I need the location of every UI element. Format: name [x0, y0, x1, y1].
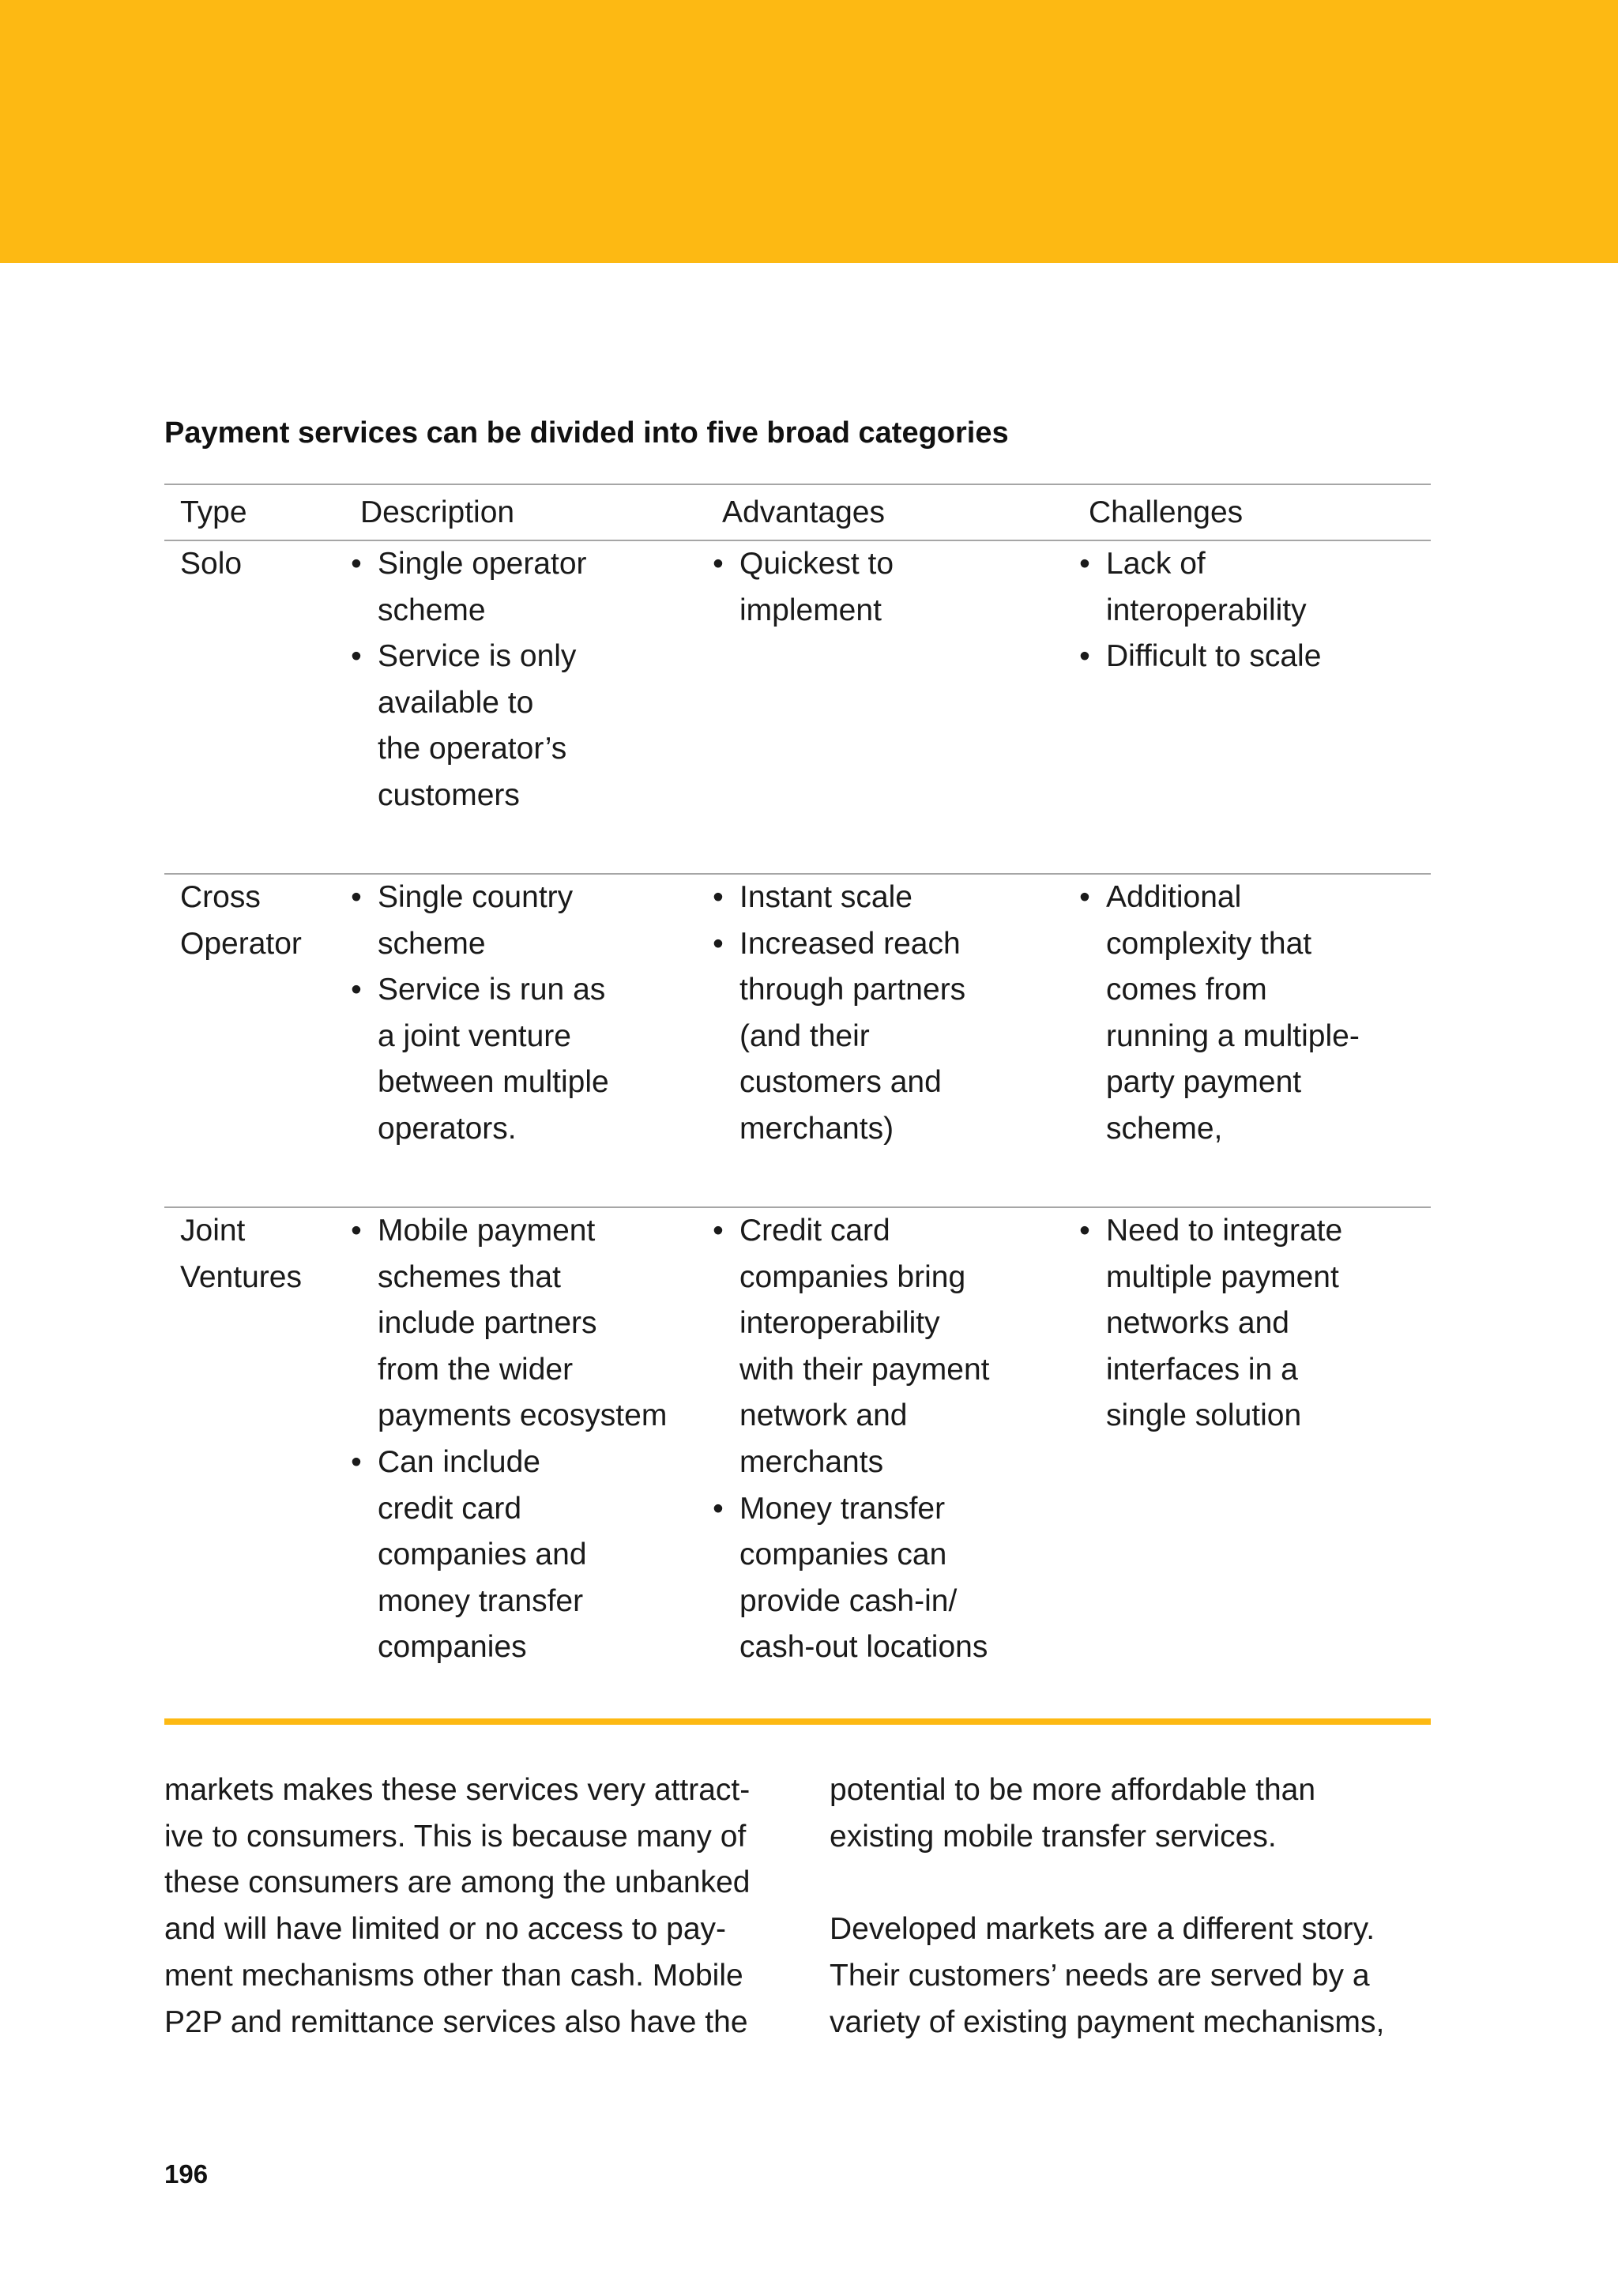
- table-cell-advantages: [706, 1207, 1073, 1722]
- table-header-row: [164, 484, 1431, 540]
- description-text-line: schemes that: [378, 1259, 561, 1294]
- challenges-bullet-item: [1106, 541, 1431, 634]
- body-text-line: and will have limited or no access to pay-: [164, 1912, 727, 1947]
- description-text-line: include partners: [378, 1306, 597, 1341]
- advantages-bullet-item: [739, 1486, 1073, 1671]
- description-text-line: companies and: [378, 1538, 587, 1572]
- table-cell-advantages: [706, 540, 1073, 874]
- type-label-line: Cross: [180, 880, 261, 914]
- challenges-text-line: comes from: [1106, 973, 1267, 1007]
- table-row: [164, 540, 1431, 874]
- body-text-line: existing mobile transfer services.: [830, 1819, 1277, 1854]
- type-label-line: Operator: [180, 926, 302, 961]
- description-text-line: Can include: [378, 1444, 540, 1479]
- challenges-bullet-list: [1073, 1208, 1431, 1440]
- challenges-bullet-list: [1073, 541, 1431, 680]
- column-header-type: Type: [164, 484, 344, 540]
- type-label-line: Solo: [180, 547, 243, 581]
- body-text-line: these consumers are among the unbanked: [164, 1865, 751, 1900]
- body-text-line: Developed markets are a different story.: [830, 1912, 1375, 1947]
- description-bullet-item: [378, 1208, 706, 1440]
- challenges-text-line: interfaces in a: [1106, 1352, 1298, 1387]
- advantages-text-line: network and: [739, 1398, 908, 1433]
- table-cell-challenges: [1073, 540, 1431, 874]
- description-text-line: available to: [378, 685, 534, 720]
- description-bullet-list: [344, 875, 706, 1153]
- description-text-line: payments ecosystem: [378, 1398, 668, 1433]
- advantages-text-line: (and their: [739, 1018, 870, 1053]
- challenges-text-line: networks and: [1106, 1306, 1289, 1341]
- type-label-line: Ventures: [180, 1259, 302, 1294]
- challenges-bullet-list: [1073, 875, 1431, 1153]
- description-text-line: a joint venture: [378, 1018, 571, 1053]
- column-header-advantages: Advantages: [706, 484, 1073, 540]
- table-cell-challenges: [1073, 1207, 1431, 1722]
- description-bullet-list: [344, 1208, 706, 1671]
- advantages-text-line: with their payment: [739, 1352, 990, 1387]
- advantages-bullet-item: [739, 875, 1073, 921]
- table-cell-type: [164, 540, 344, 874]
- table-body: [164, 540, 1431, 1722]
- advantages-bullet-list: [706, 541, 1073, 634]
- body-paragraph: [164, 1767, 781, 2046]
- advantages-text-line: companies bring: [739, 1259, 966, 1294]
- description-bullet-list: [344, 541, 706, 819]
- description-text-line: Mobile payment: [378, 1214, 596, 1248]
- challenges-text-line: multiple payment: [1106, 1259, 1339, 1294]
- description-bullet-item: [378, 875, 706, 967]
- description-bullet-item: [378, 541, 706, 634]
- body-text-line: ment mechanisms other than cash. Mobile: [164, 1958, 743, 1993]
- advantages-text-line: Money transfer: [739, 1491, 946, 1526]
- challenges-bullet-item: [1106, 634, 1431, 680]
- table-cell-description: [344, 1207, 706, 1722]
- description-bullet-item: [378, 634, 706, 819]
- table-cell-description: [344, 874, 706, 1207]
- description-text-line: operators.: [378, 1111, 517, 1146]
- table-cell-description: [344, 540, 706, 874]
- advantages-text-line: through partners: [739, 973, 966, 1007]
- description-text-line: Single country: [378, 880, 574, 914]
- advantages-bullet-list: [706, 1208, 1073, 1671]
- body-text-line: P2P and remittance services also have the: [164, 2004, 748, 2039]
- description-text-line: Service is only: [378, 639, 577, 674]
- table-row: [164, 874, 1431, 1207]
- page-number: 196: [164, 2159, 209, 2189]
- challenges-text-line: party payment: [1106, 1065, 1302, 1100]
- advantages-text-line: companies can: [739, 1538, 947, 1572]
- advantages-text-line: Increased reach: [739, 926, 961, 961]
- column-header-challenges: Challenges: [1073, 484, 1431, 540]
- challenges-bullet-item: [1106, 1208, 1431, 1440]
- column-header-description: Description: [344, 484, 706, 540]
- advantages-bullet-list: [706, 875, 1073, 1153]
- body-paragraph: [830, 1767, 1446, 1860]
- advantages-text-line: Quickest to: [739, 547, 894, 581]
- challenges-text-line: scheme,: [1106, 1111, 1223, 1146]
- body-text-line: Their customers’ needs are served by a: [830, 1958, 1370, 1993]
- body-text-line: variety of existing payment mechanisms,: [830, 2004, 1385, 2039]
- type-label-line: Joint: [180, 1214, 246, 1248]
- table-cell-advantages: [706, 874, 1073, 1207]
- payment-categories-table: [164, 484, 1431, 1725]
- advantages-text-line: merchants: [739, 1444, 884, 1479]
- advantages-text-line: provide cash-in/: [739, 1583, 958, 1618]
- description-text-line: between multiple: [378, 1065, 609, 1100]
- description-text-line: companies: [378, 1630, 527, 1665]
- header-band: [0, 0, 1618, 263]
- advantages-text-line: implement: [739, 593, 882, 627]
- challenges-text-line: complexity that: [1106, 926, 1312, 961]
- description-text-line: Single operator: [378, 547, 587, 581]
- body-column-right: [830, 1767, 1446, 2046]
- table-row: [164, 1207, 1431, 1722]
- description-text-line: Service is run as: [378, 973, 606, 1007]
- body-text-line: ive to consumers. This is because many of: [164, 1819, 747, 1854]
- description-text-line: customers: [378, 777, 520, 812]
- description-text-line: scheme: [378, 593, 486, 627]
- body-text-line: markets makes these services very attract-: [164, 1773, 751, 1807]
- challenges-text-line: single solution: [1106, 1398, 1302, 1433]
- table-title: Payment services can be divided into five broad categories: [164, 416, 1009, 450]
- challenges-bullet-item: [1106, 875, 1431, 1153]
- payment-categories-table-container: [164, 484, 1431, 1725]
- challenges-text-line: Additional: [1106, 880, 1242, 914]
- challenges-text-line: Difficult to scale: [1106, 639, 1322, 674]
- description-text-line: the operator’s: [378, 732, 567, 766]
- advantages-text-line: interoperability: [739, 1306, 940, 1341]
- advantages-text-line: customers and: [739, 1065, 942, 1100]
- advantages-text-line: cash-out locations: [739, 1630, 988, 1665]
- description-bullet-item: [378, 1440, 706, 1671]
- description-text-line: from the wider: [378, 1352, 574, 1387]
- advantages-text-line: merchants): [739, 1111, 894, 1146]
- challenges-text-line: running a multiple-: [1106, 1018, 1360, 1053]
- table-cell-type: [164, 1207, 344, 1722]
- advantages-bullet-item: [739, 921, 1073, 1153]
- table-cell-type: [164, 874, 344, 1207]
- challenges-text-line: Lack of: [1106, 547, 1206, 581]
- advantages-text-line: Credit card: [739, 1214, 890, 1248]
- description-text-line: scheme: [378, 926, 486, 961]
- description-text-line: credit card: [378, 1491, 522, 1526]
- table-cell-challenges: [1073, 874, 1431, 1207]
- advantages-bullet-item: [739, 1208, 1073, 1486]
- description-text-line: money transfer: [378, 1583, 584, 1618]
- body-paragraph: [830, 1906, 1446, 2046]
- advantages-bullet-item: [739, 541, 1073, 634]
- challenges-text-line: Need to integrate: [1106, 1214, 1343, 1248]
- description-bullet-item: [378, 967, 706, 1152]
- challenges-text-line: interoperability: [1106, 593, 1307, 627]
- advantages-text-line: Instant scale: [739, 880, 912, 914]
- body-text-line: potential to be more affordable than: [830, 1773, 1316, 1807]
- body-column-left: [164, 1767, 781, 2046]
